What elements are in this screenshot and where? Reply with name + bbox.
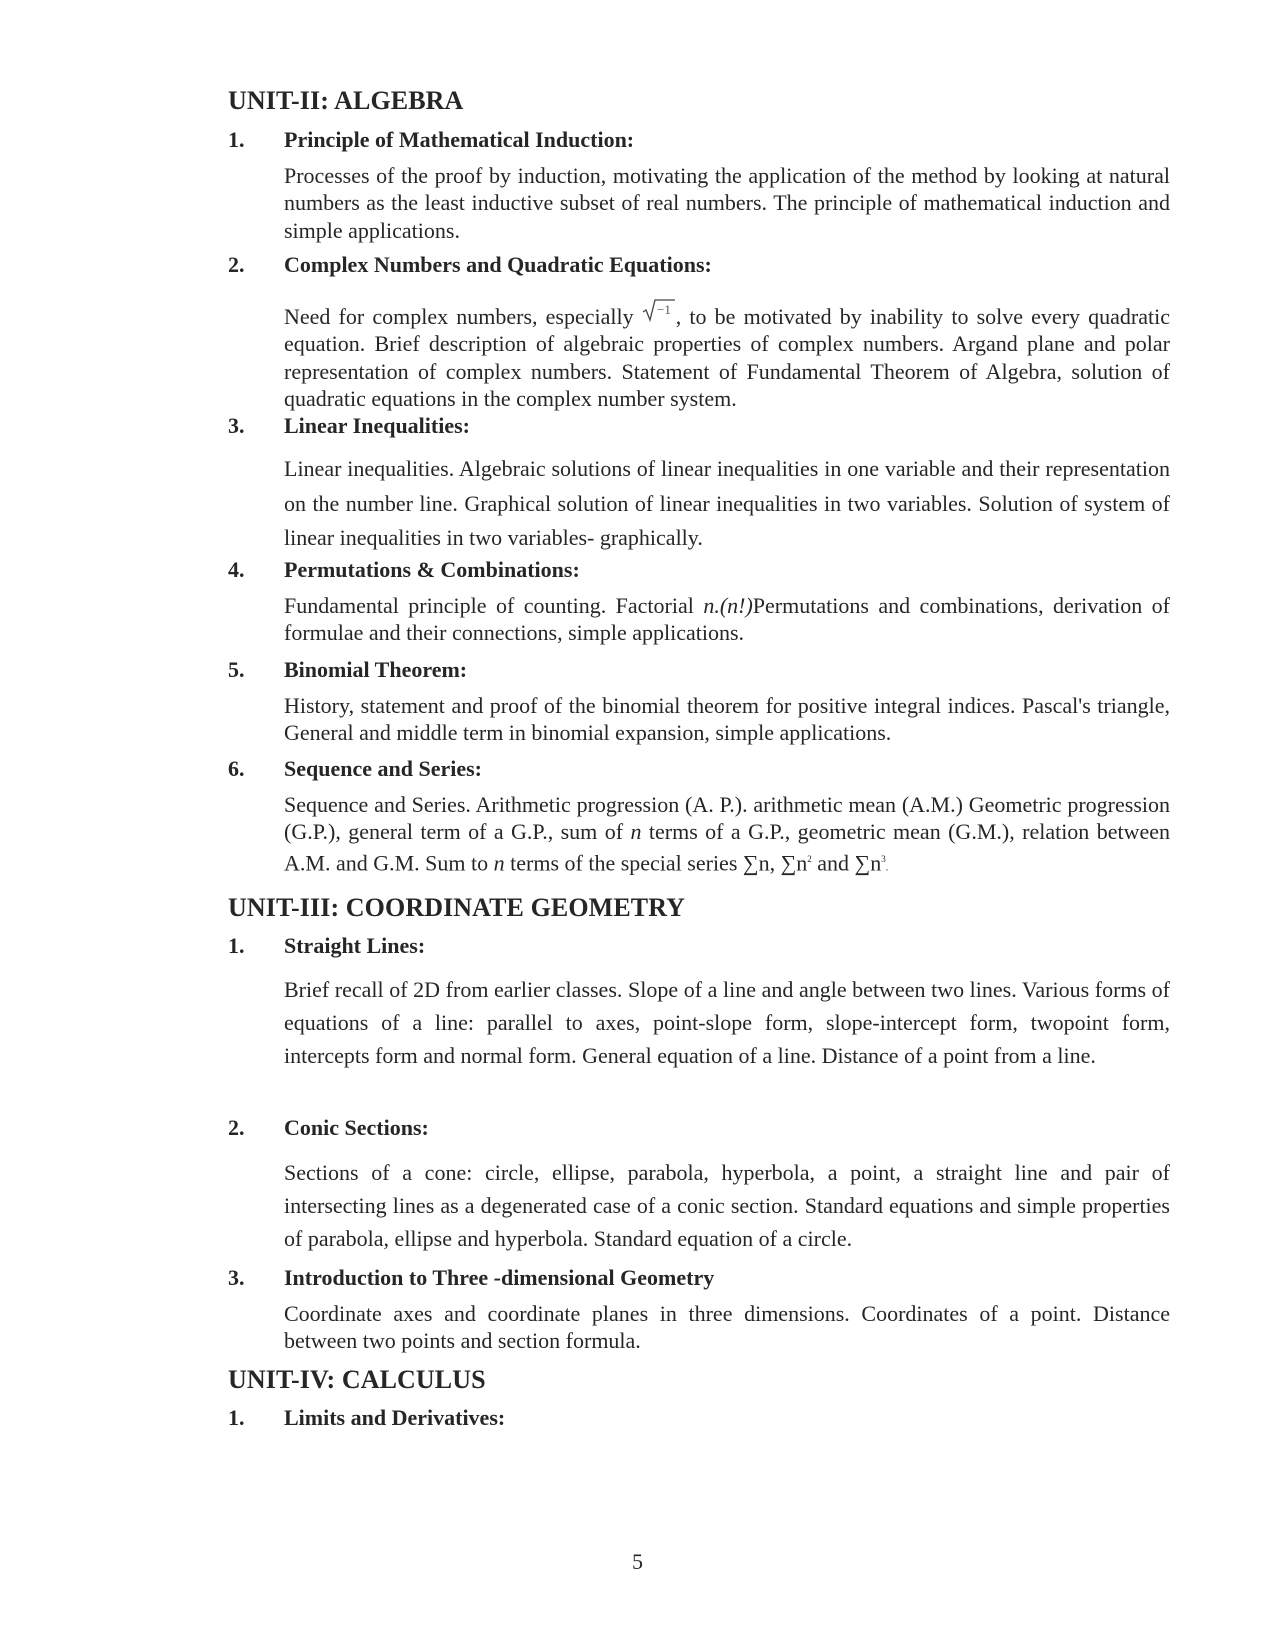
body-text: and <box>817 849 850 875</box>
body-text: Need for complex numbers, especially <box>284 304 634 329</box>
topic-title: Complex Numbers and Quadratic Equations: <box>284 252 712 277</box>
unit-3-heading: UNIT-III: COORDINATE GEOMETRY <box>228 893 686 922</box>
topic-description: Coordinate axes and coordinate planes in three dimensions. Coordinates of a point. Distance between two points and section formula. <box>284 1301 1170 1354</box>
variable-n: n <box>493 849 505 875</box>
topic-number: 5. <box>228 657 245 682</box>
unit-3-topic-1 <box>228 932 1170 1068</box>
topic-title: Conic Sections: <box>284 1115 429 1140</box>
sum-n: ∑n, <box>742 849 776 875</box>
topic-description <box>284 298 1170 412</box>
topic-title: Straight Lines: <box>284 933 426 958</box>
square-root-symbol <box>642 298 676 322</box>
topic-title: Principle of Mathematical Induction: <box>284 127 635 152</box>
topic-number: 2. <box>228 252 245 277</box>
unit-2-topic-4 <box>228 556 1170 646</box>
topic-description: History, statement and proof of the binomial theorem for positive integral indices. Pascal's triangle, General and middle term in binomial expansion, simple applications. <box>284 693 1170 746</box>
topic-description: Brief recall of 2D from earlier classes. Slope of a line and angle between two lines. Various forms of equations of a line: parallel to axes, point-slope form, slope-intercept form, twopoint form, intercepts form and normal form. General equation of a line. Distance of a point from a line. <box>284 977 1170 1068</box>
factorial-notation: n.(n!) <box>703 593 753 618</box>
unit-2-topic-1 <box>228 126 1170 243</box>
unit-2-topic-6 <box>228 755 1171 875</box>
page-number: 5 <box>632 1549 643 1574</box>
topic-title: Introduction to Three -dimensional Geometry <box>284 1265 715 1290</box>
unit-3-topic-3 <box>228 1264 1170 1354</box>
topic-title: Linear Inequalities: <box>284 413 471 438</box>
topic-description: Processes of the proof by induction, motivating the application of the method by looking at natural numbers as the least inductive subset of real numbers. The principle of mathematical induction and simple applications. <box>284 163 1170 243</box>
end-mark: . <box>885 861 889 873</box>
topic-number: 1. <box>228 933 245 958</box>
topic-description: Linear inequalities. Algebraic solutions of linear inequalities in one variable and their representation on the number line. Graphical solution of linear inequalities in two variables. Solution of system of linear inequalities in two variables- graphically. <box>284 456 1170 550</box>
unit-4-heading: UNIT-IV: CALCULUS <box>228 1365 486 1394</box>
sqrt-argument: −1 <box>656 302 671 317</box>
body-text: Fundamental principle of counting. Factorial <box>284 593 694 618</box>
topic-number: 1. <box>228 1405 245 1430</box>
unit-2-topic-3 <box>228 412 1170 550</box>
unit-3-topic-2 <box>228 1114 1170 1251</box>
body-text: Permutations and combinations, derivation of formulae and their connections, simple applications. <box>284 593 1170 646</box>
topic-number: 3. <box>228 1265 245 1290</box>
exponent-3: 3 <box>881 853 886 864</box>
topic-number: 6. <box>228 756 245 781</box>
unit-2-topic-2 <box>228 251 1171 411</box>
topic-description: Sections of a cone: circle, ellipse, parabola, hyperbola, a point, a straight line and pair of intersecting lines as a degenerated case of a conic section. Standard equations and simple properties of parabola, ellipse and hyperbola. Standard equation of a circle. <box>284 1160 1170 1251</box>
body-text: terms of the special series <box>510 849 738 875</box>
exponent-2: 2 <box>807 853 812 864</box>
body-text: , to be motivated by inability to solve every quadratic equation. Brief description of algebraic properties of complex numbers. Argand plane and polar representation of complex numbers. Statement of Fundamental Theorem of Algebra, solution of quadratic equations in the complex number system. <box>284 304 1171 411</box>
sum-n-cubed: ∑n <box>854 849 882 875</box>
topic-number: 3. <box>228 413 245 438</box>
topic-description <box>284 791 1170 881</box>
topic-title: Sequence and Series: <box>284 756 482 781</box>
unit-4-topic-1 <box>228 1404 1170 1432</box>
topic-title: Permutations & Combinations: <box>284 557 580 582</box>
topic-description <box>284 592 1170 647</box>
topic-title: Binomial Theorem: <box>284 657 468 682</box>
topic-number: 1. <box>228 127 245 152</box>
body-text: Sequence and Series. Arithmetic progression (A. P.). arithmetic mean (A.M.) Geometric progression (G.P.), general term of a G.P., sum of <box>284 792 1170 845</box>
unit-2-topic-5 <box>228 656 1170 746</box>
topic-title: Limits and Derivatives: <box>284 1405 506 1430</box>
topic-number: 2. <box>228 1115 245 1140</box>
sum-n-squared: ∑n <box>780 849 808 875</box>
topic-number: 4. <box>228 557 245 582</box>
body-text: terms of a G.P., geometric mean (G.M.), relation between A.M. and G.M. Sum to <box>284 819 1171 875</box>
unit-2-heading: UNIT-II: ALGEBRA <box>228 86 464 115</box>
variable-n: n <box>630 819 642 845</box>
